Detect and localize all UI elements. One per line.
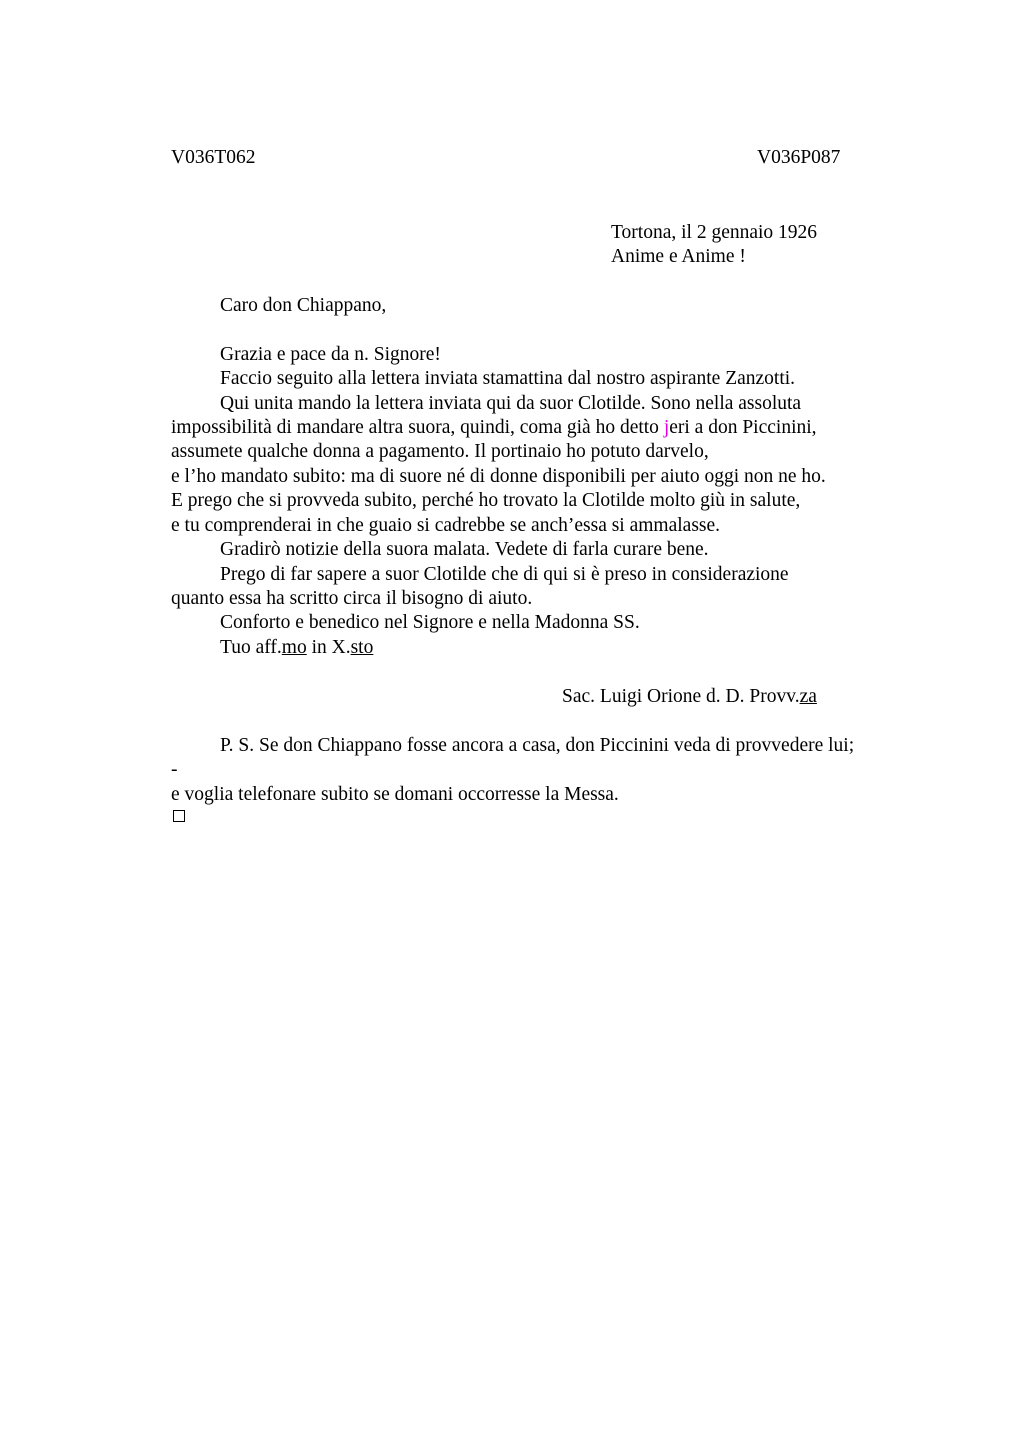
- closing-text: Tuo aff.: [220, 637, 282, 658]
- body-line: e l’ho mandato subito: ma di suore né di donne disponibili per aiuto oggi non ne ho.: [171, 466, 826, 487]
- body-line: Qui unita mando la lettera inviata qui da suor Clotilde. Sono nella assoluta: [220, 393, 802, 414]
- body-line: [171, 416, 817, 440]
- body-text: impossibilità di mandare altra suora, quindi, coma già ho detto: [171, 417, 664, 438]
- body-text: eri a don Piccinini,: [669, 417, 817, 438]
- motto: Anime e Anime !: [611, 246, 746, 267]
- salutation: Caro don Chiappano,: [220, 295, 387, 316]
- closing: [220, 636, 373, 660]
- signature-abbrev: za: [799, 686, 817, 707]
- document-code-left: V036T062: [171, 147, 256, 168]
- body-line: Conforto e benedico nel Signore e nella Madonna SS.: [220, 612, 640, 633]
- body-line: Gradirò notizie della suora malata. Vedete di farla curare bene.: [220, 539, 709, 560]
- document-code-right: V036P087: [757, 147, 841, 168]
- body-line: Grazia e pace da n. Signore!: [220, 344, 441, 365]
- postscript-line: P. S. Se don Chiappano fosse ancora a casa, don Piccinini veda di provvedere lui;: [220, 735, 855, 756]
- body-line: e tu comprenderai in che guaio si cadrebbe se anch’essa si ammalasse.: [171, 515, 721, 536]
- body-line: E prego che si provveda subito, perché ho trovato la Clotilde molto giù in salute,: [171, 490, 801, 511]
- body-line: assumete qualche donna a pagamento. Il portinaio ho potuto darvelo,: [171, 441, 709, 462]
- body-line: quanto essa ha scritto circa il bisogno di aiuto.: [171, 588, 533, 609]
- signature-text: Sac. Luigi Orione d. D. Provv.: [562, 686, 800, 707]
- end-square-glyph: [173, 810, 185, 822]
- signature: [562, 685, 817, 709]
- postscript-line: e voglia telefonare subito se domani occorresse la Messa.: [171, 784, 619, 805]
- body-line: Faccio seguito alla lettera inviata stamattina dal nostro aspirante Zanzotti.: [220, 368, 796, 389]
- body-line: Prego di far sapere a suor Clotilde che di qui si è preso in considerazione: [220, 564, 789, 585]
- place-date: Tortona, il 2 gennaio 1926: [611, 222, 818, 243]
- closing-text: in X.: [306, 637, 351, 658]
- highlighted-letter: j: [663, 417, 670, 438]
- postscript-dash: -: [171, 759, 178, 780]
- closing-abbrev: sto: [350, 637, 374, 658]
- closing-abbrev: mo: [281, 637, 307, 658]
